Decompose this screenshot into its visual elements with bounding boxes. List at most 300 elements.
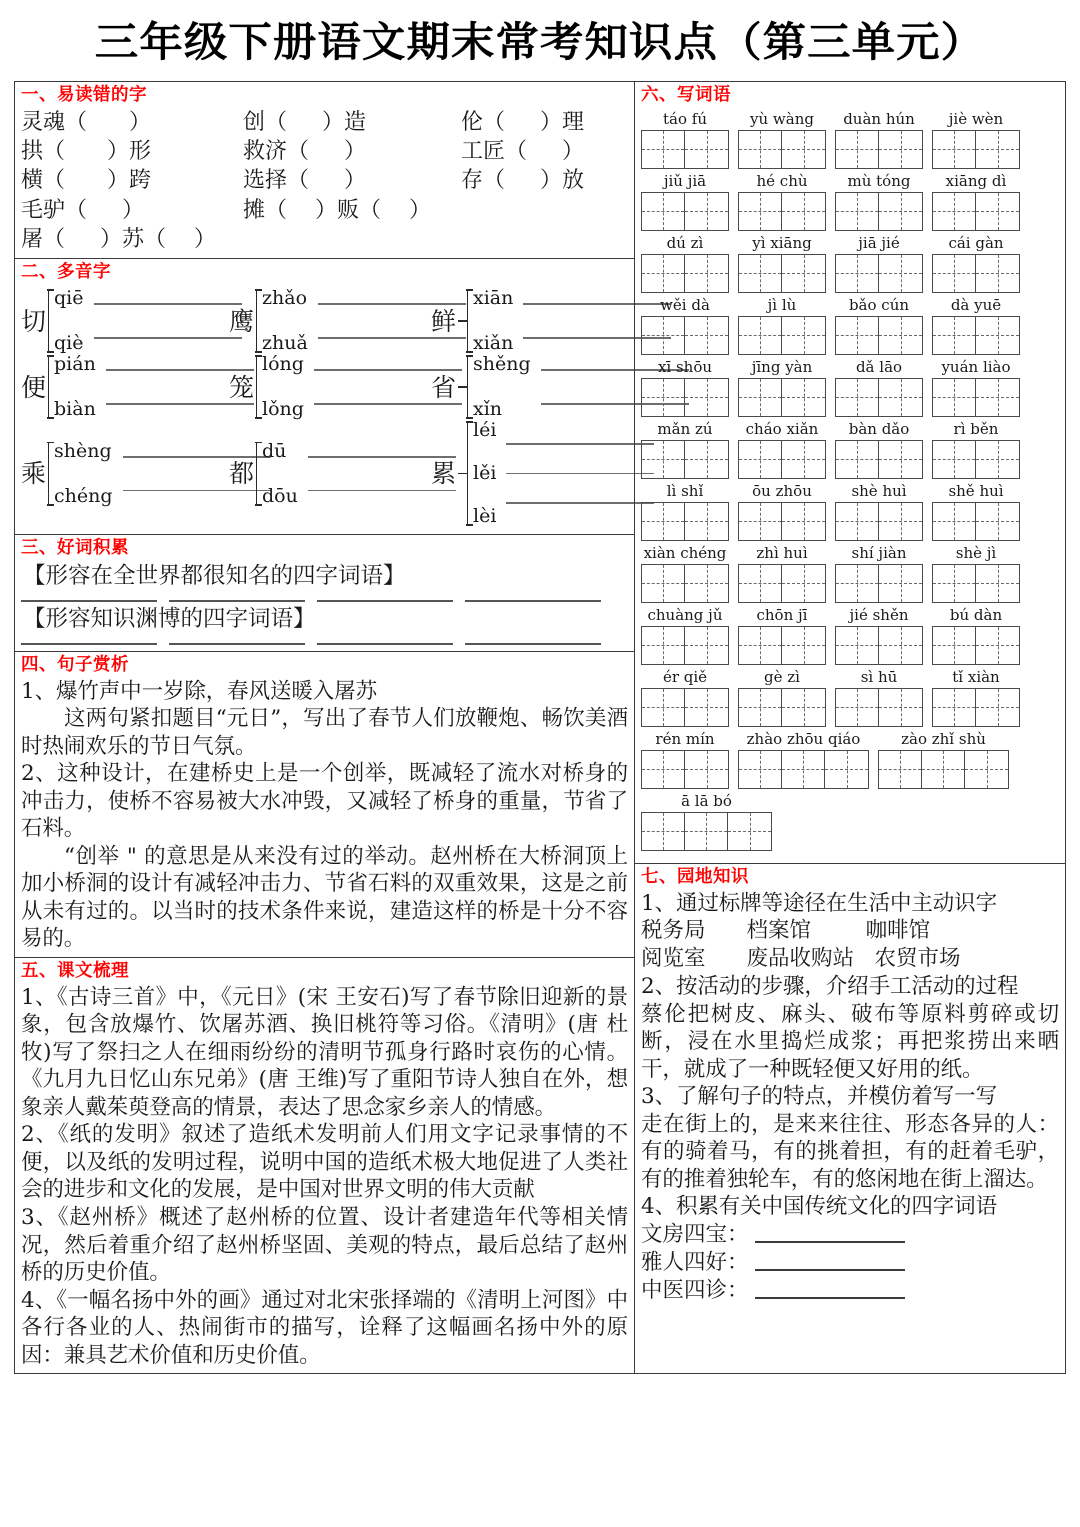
tianzige-cell[interactable] — [836, 317, 879, 354]
word-grid-item — [738, 235, 826, 293]
word-pinyin: jiā jié — [858, 233, 900, 252]
section-2-heading: 二、多音字 — [21, 262, 111, 283]
polyphone-character: 累 — [431, 459, 457, 488]
tianzige-cell[interactable] — [976, 503, 1019, 540]
word-pinyin: chuàng jǔ — [647, 605, 723, 624]
word-pinyin: chōn jī — [756, 605, 808, 624]
answer-blank[interactable] — [21, 643, 157, 645]
tianzige-box[interactable] — [641, 812, 772, 851]
word-pinyin: dǎ lāo — [855, 357, 903, 376]
tianzige-cell[interactable] — [976, 627, 1019, 664]
tianzige-cell[interactable] — [782, 379, 825, 416]
word-pinyin: dú zì — [666, 233, 704, 252]
garden-item-1: 1、通过标牌等途径在生活中主动识字 — [641, 890, 997, 916]
tianzige-cell[interactable] — [642, 689, 685, 726]
answer-blank[interactable] — [94, 337, 242, 339]
word-grid-item — [738, 483, 826, 541]
tianzige-cell[interactable] — [879, 627, 922, 664]
word-grid-item — [738, 545, 826, 603]
tianzige-cell[interactable] — [685, 441, 728, 478]
word-grid-item — [932, 669, 1020, 727]
tianzige-box[interactable] — [835, 502, 923, 541]
tianzige-cell[interactable] — [976, 317, 1019, 354]
tianzige-cell[interactable] — [739, 255, 782, 292]
misread-entry: 毛驴（ ） — [21, 197, 144, 223]
misread-entry: 救济（ ） — [243, 139, 366, 165]
tianzige-box[interactable] — [835, 316, 923, 355]
polyphone-character: 都 — [229, 459, 255, 488]
tianzige-box[interactable] — [738, 378, 826, 417]
polyphone-row — [21, 289, 628, 353]
tianzige-box[interactable] — [738, 440, 826, 479]
word-grid-item — [641, 173, 729, 231]
word-grid-item — [932, 483, 1020, 541]
tianzige-box[interactable] — [835, 130, 923, 169]
word-grid-item — [738, 421, 826, 479]
word-grid-row — [641, 731, 1059, 789]
word-grid-item — [641, 669, 729, 727]
polyphone-character: 笼 — [229, 372, 255, 402]
tianzige-cell[interactable] — [879, 503, 922, 540]
tianzige-cell[interactable] — [685, 565, 728, 602]
polyphone-character: 鹰 — [229, 306, 255, 336]
sign-words-row-1: 税务局 档案馆 咖啡馆 — [641, 918, 931, 944]
tianzige-box[interactable] — [932, 192, 1020, 231]
tianzige-box[interactable] — [641, 378, 729, 417]
tianzige-cell[interactable] — [879, 131, 922, 168]
tianzige-cell[interactable] — [782, 317, 825, 354]
tianzige-cell[interactable] — [782, 441, 825, 478]
word-pinyin: jì lù — [767, 295, 797, 314]
word-pinyin: shí jiàn — [851, 543, 907, 562]
tianzige-cell[interactable] — [782, 689, 825, 726]
word-grid-item — [932, 545, 1020, 603]
misread-entry: 屠（ ）苏（ ） — [21, 226, 216, 252]
word-grid-row — [641, 545, 1059, 603]
word-grid-item — [641, 607, 729, 665]
tianzige-cell[interactable] — [976, 193, 1019, 230]
traditional-culture-blanks — [641, 1221, 1059, 1305]
misread-row — [21, 166, 628, 195]
tianzige-cell[interactable] — [933, 379, 976, 416]
answer-blank[interactable] — [317, 643, 453, 645]
word-grid-item — [641, 235, 729, 293]
tianzige-box[interactable] — [932, 502, 1020, 541]
misread-entry: 工匠（ ） — [461, 139, 584, 165]
misread-row — [21, 196, 628, 225]
tianzige-cell[interactable] — [933, 689, 976, 726]
tianzige-cell[interactable] — [739, 379, 782, 416]
pinyin-reading: chéng — [54, 484, 113, 507]
reading-bracket — [467, 289, 513, 353]
tianzige-cell[interactable] — [685, 751, 728, 788]
tianzige-cell[interactable] — [836, 689, 879, 726]
tianzige-cell[interactable] — [685, 813, 728, 850]
word-grid-item — [641, 545, 729, 603]
pinyin-reading: pián — [54, 353, 96, 375]
tianzige-cell[interactable] — [782, 565, 825, 602]
tianzige-cell[interactable] — [739, 689, 782, 726]
word-grid-item — [835, 483, 923, 541]
reading-bracket — [256, 355, 304, 419]
pinyin-reading: xiǎn — [473, 332, 514, 354]
tianzige-cell[interactable] — [782, 131, 825, 168]
tianzige-cell[interactable] — [976, 379, 1019, 416]
word-grid-item — [641, 483, 729, 541]
tianzige-cell[interactable] — [739, 565, 782, 602]
tianzige-cell[interactable] — [836, 193, 879, 230]
tianzige-box[interactable] — [738, 564, 826, 603]
tianzige-cell[interactable] — [976, 689, 1019, 726]
text-review-1: 1、《古诗三首》中，《元日》(宋 王安石)写了春节除旧迎新的景象，包含放爆竹、饮屠苏酒、换旧桃符等习俗。《清明》(唐 杜牧)写了祭扫之人在细雨纷纷的清明节孤身行路时哀伤的心情。《九月九日忆山东兄弟》(唐 王维)写了重阳节诗人独自在外，想象亲人戴茱萸登高的情景，表达了思念家乡亲人的情感。 — [21, 984, 628, 1120]
tianzige-cell[interactable] — [933, 255, 976, 292]
tianzige-cell[interactable] — [685, 193, 728, 230]
tianzige-box[interactable] — [738, 688, 826, 727]
word-grid-row — [641, 607, 1059, 665]
word-pinyin: ā lā bó — [681, 791, 732, 810]
word-grid-item — [641, 111, 729, 169]
word-pinyin: bǎo cún — [848, 295, 910, 314]
tianzige-cell[interactable] — [739, 441, 782, 478]
word-grid-item — [878, 731, 1009, 789]
tianzige-cell[interactable] — [836, 379, 879, 416]
polyphone-character: 省 — [431, 372, 457, 402]
answer-blank[interactable] — [169, 643, 305, 645]
tianzige-cell[interactable] — [685, 255, 728, 292]
tianzige-cell[interactable] — [642, 565, 685, 602]
tianzige-cell[interactable] — [782, 255, 825, 292]
culture-term-row — [641, 1249, 1059, 1277]
word-pinyin: xī shōu — [657, 357, 713, 376]
answer-blank[interactable] — [21, 600, 157, 602]
tianzige-cell[interactable] — [739, 751, 782, 788]
word-grid-row — [641, 483, 1059, 541]
tianzige-box[interactable] — [641, 750, 729, 789]
word-grid-item — [835, 359, 923, 417]
word-grid-item — [738, 669, 826, 727]
word-grid-row — [641, 793, 1059, 851]
answer-blank[interactable] — [169, 600, 305, 602]
tianzige-cell[interactable] — [836, 627, 879, 664]
word-pinyin: zào zhǐ shù — [901, 729, 986, 748]
tianzige-box[interactable] — [932, 626, 1020, 665]
tianzige-box[interactable] — [738, 254, 826, 293]
pinyin-reading: shèng — [54, 439, 112, 462]
tianzige-cell[interactable] — [739, 317, 782, 354]
tianzige-box[interactable] — [641, 192, 729, 231]
word-grid-row — [641, 421, 1059, 479]
answer-blank[interactable] — [465, 600, 601, 602]
tianzige-box[interactable] — [738, 626, 826, 665]
tianzige-box[interactable] — [835, 564, 923, 603]
tianzige-box[interactable] — [641, 316, 729, 355]
tianzige-cell[interactable] — [825, 751, 868, 788]
tianzige-box[interactable] — [835, 192, 923, 231]
misread-entry — [243, 225, 461, 254]
section-text-review — [15, 958, 634, 1373]
tianzige-cell[interactable] — [685, 503, 728, 540]
word-pinyin: yuán liào — [941, 357, 1011, 376]
section-4-heading: 四、句子赏析 — [21, 654, 129, 675]
tianzige-cell[interactable] — [879, 317, 922, 354]
tianzige-cell[interactable] — [879, 193, 922, 230]
word-pinyin: wěi dà — [660, 295, 710, 314]
tianzige-cell[interactable] — [739, 193, 782, 230]
garden-item-2: 2、按活动的步骤，介绍手工活动的过程 — [641, 974, 1019, 1000]
tianzige-cell[interactable] — [642, 751, 685, 788]
write-lines — [496, 443, 654, 504]
tianzige-box[interactable] — [738, 316, 826, 355]
tianzige-cell[interactable] — [879, 379, 922, 416]
tianzige-box[interactable] — [932, 440, 1020, 479]
sign-words-row-2: 阅览室 废品收购站 农贸市场 — [641, 946, 961, 972]
good-words-prompt-1: 【形容在全世界都很知名的四字词语】 — [23, 562, 406, 589]
tianzige-cell[interactable] — [933, 503, 976, 540]
answer-blank[interactable] — [465, 643, 601, 645]
polyphone-entry — [431, 421, 654, 526]
connector-dash — [458, 320, 467, 322]
pinyin-reading: biàn — [54, 398, 96, 420]
tianzige-cell[interactable] — [728, 813, 771, 850]
word-grid-item — [641, 421, 729, 479]
connector-dash — [458, 473, 467, 475]
misread-entry: 创（ ）造 — [243, 109, 366, 135]
word-pinyin: zhì huì — [756, 543, 808, 562]
section-garden-knowledge — [635, 864, 1065, 1309]
tianzige-cell[interactable] — [976, 565, 1019, 602]
misread-row — [21, 137, 628, 166]
pinyin-reading: léi — [473, 419, 497, 441]
sentence-2-analysis: “创举 " 的意思是从来没有过的举动。赵州桥在大桥洞顶上加小桥洞的设计有减轻冲击力、节省石料的双重效果，这是之前从未有过的。以当时的技术条件来说，建造这样的桥是十分不容易的。 — [21, 843, 628, 952]
two-column-body — [14, 81, 1066, 1374]
section-easily-misread — [15, 82, 634, 259]
polyphone-entry — [229, 289, 431, 353]
tianzige-box[interactable] — [641, 440, 729, 479]
tianzige-cell[interactable] — [976, 255, 1019, 292]
polyphone-row — [21, 421, 628, 526]
word-pinyin: lì shǐ — [666, 481, 704, 500]
section-1-heading: 一、易读错的字 — [21, 85, 147, 105]
tianzige-cell[interactable] — [642, 627, 685, 664]
polyphonic-grid — [21, 285, 628, 530]
word-grid-item — [835, 545, 923, 603]
reading-bracket — [256, 439, 298, 507]
tianzige-box[interactable] — [932, 316, 1020, 355]
tianzige-cell[interactable] — [642, 813, 685, 850]
reading-bracket — [467, 421, 496, 526]
tianzige-box[interactable] — [932, 254, 1020, 293]
word-pinyin: xiāng dì — [945, 171, 1007, 190]
tianzige-cell[interactable] — [642, 193, 685, 230]
word-grid-item — [835, 235, 923, 293]
tianzige-box[interactable] — [932, 688, 1020, 727]
section-3-heading: 三、好词积累 — [21, 538, 129, 558]
tianzige-cell[interactable] — [836, 503, 879, 540]
word-pinyin: jiè wèn — [948, 109, 1004, 128]
word-grid-item — [738, 297, 826, 355]
text-review-4: 4、《一幅名扬中外的画》通过对北宋张择端的《清明上河图》中各行各业的人、热闹街市的描写，诠释了这幅画名扬中外的原因：兼具艺术价值和历史价值。 — [21, 1287, 628, 1368]
word-pinyin: dà yuē — [950, 295, 1002, 314]
tianzige-cell[interactable] — [642, 503, 685, 540]
tianzige-cell[interactable] — [879, 751, 922, 788]
answer-blank[interactable] — [506, 443, 654, 445]
tianzige-box[interactable] — [641, 564, 729, 603]
tianzige-cell[interactable] — [879, 255, 922, 292]
tianzige-cell[interactable] — [739, 627, 782, 664]
tianzige-box[interactable] — [835, 440, 923, 479]
pinyin-reading: xǐn — [473, 398, 503, 420]
culture-term-label: 文房四宝： — [641, 1221, 749, 1247]
tianzige-cell[interactable] — [642, 317, 685, 354]
word-grid-item — [932, 173, 1020, 231]
polyphone-character: 切 — [21, 306, 47, 336]
word-grid-row — [641, 235, 1059, 293]
answer-blank[interactable] — [94, 303, 242, 305]
tianzige-box[interactable] — [738, 192, 826, 231]
section-polyphonic — [15, 259, 634, 535]
tianzige-cell[interactable] — [782, 751, 825, 788]
pinyin-reading: zhǎo — [262, 287, 308, 309]
tianzige-cell[interactable] — [879, 565, 922, 602]
tianzige-cell[interactable] — [879, 689, 922, 726]
word-grid-item — [738, 173, 826, 231]
word-grid-item — [641, 359, 729, 417]
misread-entry: 伦（ ）理 — [461, 109, 584, 135]
tianzige-cell[interactable] — [879, 441, 922, 478]
answer-blank[interactable] — [506, 502, 654, 504]
word-grid-row — [641, 359, 1059, 417]
tianzige-cell[interactable] — [685, 379, 728, 416]
polyphone-character: 乘 — [21, 459, 47, 488]
answer-blank[interactable] — [755, 1241, 905, 1243]
tianzige-box[interactable] — [641, 254, 729, 293]
tianzige-box[interactable] — [738, 130, 826, 169]
word-grid-item — [835, 669, 923, 727]
word-pinyin: bàn dǎo — [848, 419, 910, 438]
word-pinyin: ér qiě — [662, 667, 708, 686]
answer-blank[interactable] — [317, 600, 453, 602]
sentence-1-analysis: 这两句紧扣题目“元日”，写出了春节人们放鞭炮、畅饮美酒时热闹欢乐的节日气氛。 — [21, 706, 628, 759]
reading-bracket — [48, 355, 96, 419]
pinyin-reading: lěi — [473, 462, 497, 484]
tianzige-cell[interactable] — [739, 131, 782, 168]
tianzige-cell[interactable] — [782, 193, 825, 230]
pinyin-reading: qiè — [54, 332, 84, 354]
tianzige-box[interactable] — [641, 688, 729, 727]
culture-term-label: 中医四诊： — [641, 1277, 749, 1303]
garden-item-2-body: 蔡伦把树皮、麻头、破布等原料剪碎或切断，浸在水里捣烂成浆；再把浆捞出来晒干，就成了一种既轻便又好用的纸。 — [641, 1001, 1059, 1082]
polyphone-character: 鲜 — [431, 306, 457, 336]
tianzige-cell[interactable] — [976, 131, 1019, 168]
tianzige-cell[interactable] — [685, 131, 728, 168]
tianzige-cell[interactable] — [642, 131, 685, 168]
polyphone-entry — [21, 355, 229, 419]
tianzige-box[interactable] — [641, 130, 729, 169]
answer-blank[interactable] — [755, 1269, 905, 1271]
word-pinyin: ōu zhōu — [752, 481, 812, 500]
tianzige-cell[interactable] — [922, 751, 965, 788]
connector-dash — [458, 386, 467, 388]
tianzige-box[interactable] — [835, 254, 923, 293]
tianzige-box[interactable] — [878, 750, 1009, 789]
word-grid-item — [835, 111, 923, 169]
tianzige-box[interactable] — [932, 564, 1020, 603]
tianzige-cell[interactable] — [642, 441, 685, 478]
tianzige-box[interactable] — [641, 626, 729, 665]
word-pinyin: táo fú — [663, 109, 707, 128]
tianzige-box[interactable] — [932, 378, 1020, 417]
tianzige-cell[interactable] — [685, 689, 728, 726]
section-7-heading: 七、园地知识 — [641, 866, 749, 887]
misread-entry: 摊（ ）贩（ ） — [243, 197, 431, 223]
tianzige-cell[interactable] — [836, 255, 879, 292]
polyphone-entry — [229, 355, 431, 419]
tianzige-cell[interactable] — [836, 441, 879, 478]
answer-blank[interactable] — [755, 1297, 905, 1299]
good-words-answer-lines-1 — [21, 591, 628, 604]
word-pinyin: xiàn chéng — [643, 543, 727, 562]
tianzige-cell[interactable] — [836, 131, 879, 168]
reading-bracket — [48, 439, 113, 507]
section-6-heading: 六、写词语 — [641, 85, 731, 105]
reading-bracket — [467, 355, 531, 419]
word-pinyin: jīng yàn — [751, 357, 813, 376]
word-pinyin: shě huì — [948, 481, 1004, 500]
word-grid-item — [835, 297, 923, 355]
tianzige-cell[interactable] — [965, 751, 1008, 788]
tianzige-cell[interactable] — [642, 379, 685, 416]
tianzige-cell[interactable] — [933, 193, 976, 230]
word-pinyin: bú dàn — [949, 605, 1003, 624]
tianzige-cell[interactable] — [782, 627, 825, 664]
reading-bracket — [256, 289, 308, 353]
answer-blank[interactable] — [506, 473, 654, 475]
sentence-2: 2、这种设计，在建桥史上是一个创举，既减轻了流水对桥身的冲击力，使桥不容易被大水冲毁，又减轻了桥身的重量，节省了石料。 — [21, 761, 628, 842]
tianzige-cell[interactable] — [933, 317, 976, 354]
word-grid-item — [932, 235, 1020, 293]
tianzige-cell[interactable] — [933, 441, 976, 478]
tianzige-cell[interactable] — [782, 503, 825, 540]
good-words-prompt-2: 【形容知识渊博的四字词语】 — [23, 605, 316, 632]
tianzige-box[interactable] — [835, 626, 923, 665]
tianzige-box[interactable] — [835, 378, 923, 417]
tianzige-cell[interactable] — [976, 441, 1019, 478]
tianzige-cell[interactable] — [933, 627, 976, 664]
word-grid-row — [641, 173, 1059, 231]
tianzige-cell[interactable] — [933, 131, 976, 168]
tianzige-box[interactable] — [835, 688, 923, 727]
tianzige-box[interactable] — [738, 502, 826, 541]
word-grid-item — [932, 607, 1020, 665]
garden-item-4: 4、积累有关中国传统文化的四字词语 — [641, 1194, 997, 1220]
tianzige-cell[interactable] — [739, 503, 782, 540]
tianzige-cell[interactable] — [685, 317, 728, 354]
tianzige-cell[interactable] — [933, 565, 976, 602]
culture-term-row — [641, 1221, 1059, 1249]
tianzige-box[interactable] — [738, 750, 869, 789]
tianzige-cell[interactable] — [836, 565, 879, 602]
section-5-heading: 五、课文梳理 — [21, 961, 129, 981]
sentence-1: 1、爆竹声中一岁除，春风送暖入屠苏 — [21, 678, 377, 704]
pinyin-reading: qiē — [54, 287, 84, 309]
tianzige-cell[interactable] — [642, 255, 685, 292]
tianzige-box[interactable] — [641, 502, 729, 541]
polyphone-character: 便 — [21, 372, 47, 402]
tianzige-cell[interactable] — [685, 627, 728, 664]
word-pinyin: rén mín — [655, 729, 715, 748]
tianzige-box[interactable] — [932, 130, 1020, 169]
word-pinyin: mù tóng — [847, 171, 911, 190]
